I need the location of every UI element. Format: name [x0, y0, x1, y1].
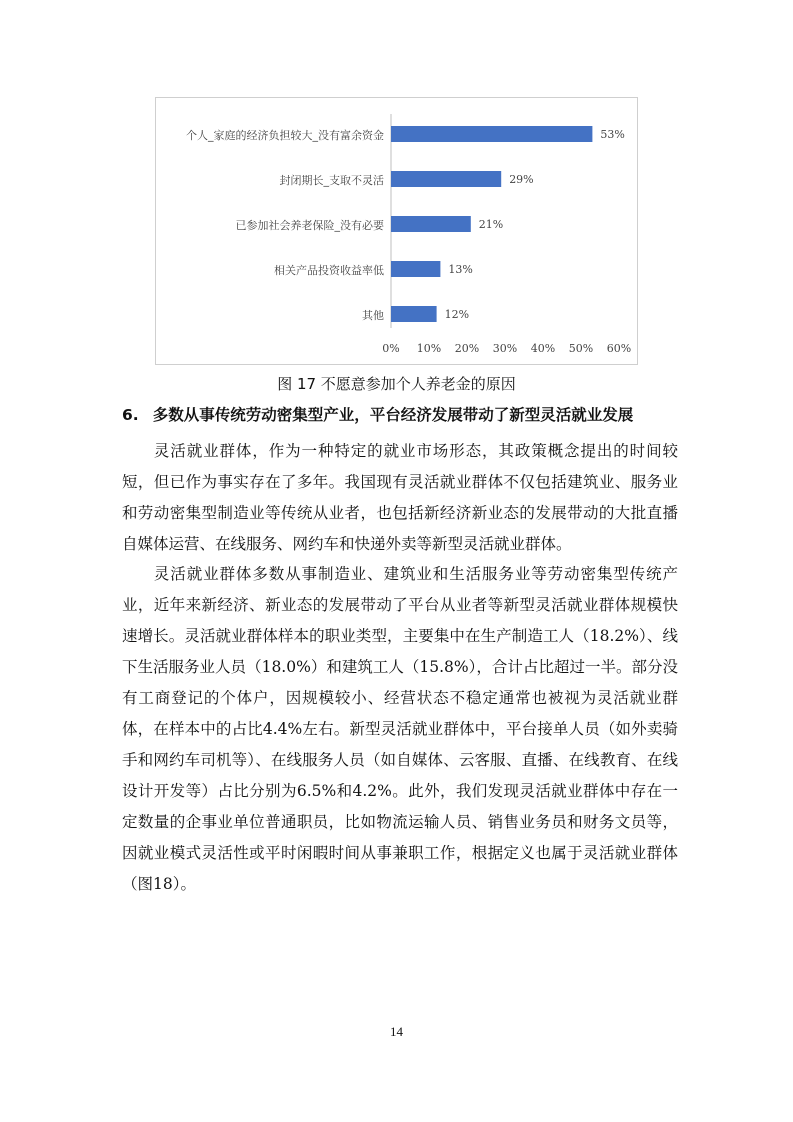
bar [391, 216, 471, 232]
x-tick-label: 20% [454, 342, 480, 355]
bar [391, 261, 440, 277]
bar-value-label: 13% [448, 263, 473, 276]
x-tick-label: 0% [382, 342, 400, 355]
category-label: 相关产品投资收益率低 [274, 264, 384, 277]
chart-frame [155, 97, 638, 365]
x-tick-label: 60% [606, 342, 632, 355]
category-label: 封闭期长_支取不灵活 [279, 174, 384, 187]
x-tick-label: 40% [530, 342, 556, 355]
bar-value-label: 21% [478, 218, 504, 231]
category-label: 已参加社会养老保险_没有必要 [235, 219, 384, 232]
figure-caption: 图 17 不愿意参加个人养老金的原因 [277, 375, 516, 393]
bar-value-label: 12% [444, 308, 470, 321]
category-label: 个人_家庭的经济负担较大_没有富余资金 [186, 129, 384, 142]
x-tick-label: 30% [492, 342, 518, 355]
page-number: 14 [390, 1024, 403, 1039]
paragraph-text: 灵活就业群体多数从事制造业、建筑业和生活服务业等劳动密集型传统产业，近年来新经济、新业态的发展带动了平台从业者等新型灵活就业群体规模快速增长。灵活就业群体样本的职业类型，主要集中在生产制造工人（18.2%）、线下生活服务业人员（18.0%）和建筑工人（15.8%），合计占比超过一半。部分没有工商登记的个体户，因规模较小、经营状态不稳定通常也被视为灵活就业群体，在样本中的占比4.4%左右。新型灵活就业群体中，平台接单人员（如外卖骑手和网约车司机等）、在线服务人员（如自媒体、云客服、直播、在线教育、在线设计开发等）占比分别为6.5%和4.2%。此外，我们发现灵活就业群体中存在一定数量的企事业单位普通职员，比如物流运输人员、销售业务员和财务文员等，因就业模式灵活性或平时闲暇时间从事兼职工作，根据定义也属于灵活就业群体（图18）。 [122, 565, 678, 893]
bar [391, 126, 592, 142]
section-number: 6. [122, 406, 139, 424]
bar [391, 306, 437, 322]
paragraph [122, 559, 678, 900]
paragraph-text: 灵活就业群体，作为一种特定的就业市场形态，其政策概念提出的时间较短，但已作为事实存在了多年。我国现有灵活就业群体不仅包括建筑业、服务业和劳动密集型制造业等传统从业者，也包括新经济新业态的发展带动的大批直播自媒体运营、在线服务、网约车和快递外卖等新型灵活就业群体。 [122, 442, 678, 553]
paragraph [122, 436, 678, 560]
category-label: 其他 [362, 309, 384, 322]
bar-value-label: 29% [509, 173, 534, 186]
section-heading [122, 403, 633, 425]
x-tick-label: 50% [568, 342, 594, 355]
bar-chart [156, 98, 639, 366]
bar-value-label: 53% [600, 128, 625, 141]
bar [391, 171, 501, 187]
section-title: 多数从事传统劳动密集型产业，平台经济发展带动了新型灵活就业发展 [152, 406, 634, 424]
x-tick-label: 10% [416, 342, 442, 355]
